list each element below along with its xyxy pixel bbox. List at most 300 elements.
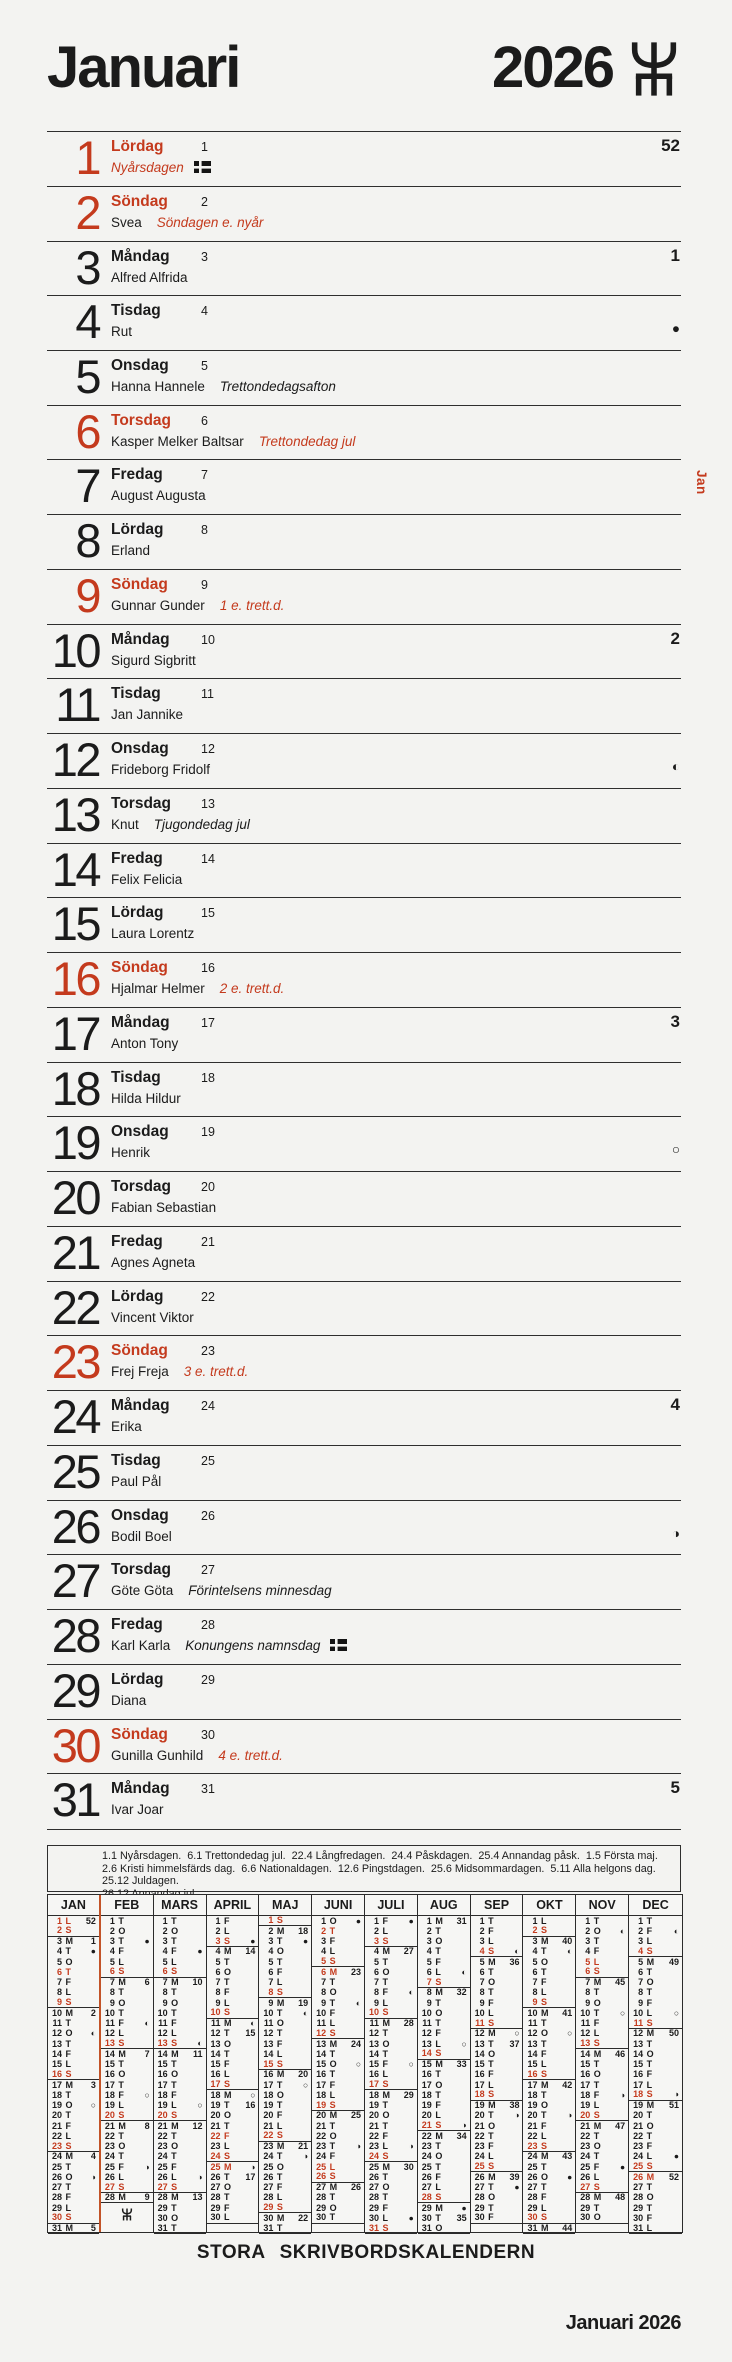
mini-day (523, 2101, 575, 2111)
holiday-note: Söndagen e. nyår (156, 214, 264, 230)
mini-day (365, 1937, 417, 1947)
mini-day-letter: F (65, 1977, 71, 1988)
mini-day-letter: S (65, 1997, 72, 2008)
date-small: 8 (201, 523, 208, 538)
mini-day (365, 2111, 417, 2121)
mini-day-number: 29 (316, 2202, 327, 2213)
mini-day-number: 3 (109, 1936, 115, 1947)
mini-day (259, 2172, 311, 2182)
mini-day (207, 2183, 259, 2193)
mini-week-number: 37 (509, 2038, 520, 2049)
mini-day (312, 1978, 364, 1988)
mini-day-number: 4 (109, 1946, 115, 1957)
mini-day-letter: M (540, 2079, 549, 2090)
mini-day-number: 25 (316, 2161, 327, 2172)
mini-day-number: 1 (109, 1915, 115, 1926)
day-number: 17 (51, 1006, 99, 1060)
mini-day-letter: L (65, 2202, 71, 2213)
mini-day-letter: M (276, 2141, 285, 2152)
mini-day (365, 2080, 417, 2090)
mini-day (259, 2162, 311, 2172)
mini-day-letter: M (224, 2089, 232, 2100)
mini-day-number: 23 (157, 2141, 168, 2152)
mini-day-number: 29 (368, 2202, 379, 2213)
name-day-line: Fabian Sebastian (111, 1200, 217, 1216)
mini-day (48, 1947, 99, 1957)
mini-day-number: 15 (633, 2059, 644, 2070)
swedish-flag-icon (194, 161, 211, 173)
mini-day (471, 2183, 523, 2193)
mini-day (576, 2008, 628, 2018)
mini-day (101, 2008, 153, 2018)
mini-day-number: 10 (633, 2007, 644, 2018)
mini-day-letter: T (65, 1946, 71, 1957)
mini-day (365, 2162, 417, 2172)
mini-day-number: 25 (104, 2161, 115, 2172)
mini-day (471, 2121, 523, 2131)
mini-day-letter: L (65, 2130, 71, 2141)
mini-day-letter: L (171, 1956, 177, 1967)
mini-day-letter: O (593, 2212, 601, 2223)
mini-day-number: 26 (421, 2171, 432, 2182)
mini-day (101, 1978, 153, 1988)
mini-day-number: 17 (104, 2079, 115, 2090)
mini-week-number: 46 (615, 2048, 626, 2059)
mini-day-number: 24 (580, 2151, 591, 2162)
mini-moon-icon: ◐ (619, 1925, 626, 1936)
mini-day-number: 13 (368, 2038, 379, 2049)
mini-day-letter: O (329, 2059, 337, 2070)
mini-day-letter: M (329, 2110, 338, 2121)
mini-day (418, 2131, 470, 2141)
mini-day-letter: O (276, 2161, 284, 2172)
mini-week-number: 52 (85, 1915, 96, 1926)
mini-day-number: 8 (638, 1987, 644, 1998)
mini-day-letter: S (118, 1966, 125, 1977)
mini-day (523, 2090, 575, 2100)
mini-day-number: 2 (532, 1925, 538, 1936)
mini-day (154, 1988, 206, 1998)
mini-day-letter: S (65, 2140, 72, 2151)
mini-day-number: 4 (56, 1946, 62, 1957)
mini-day-number: 12 (104, 2028, 115, 2039)
mini-day-letter: O (593, 1997, 601, 2008)
mini-day (418, 1937, 470, 1947)
mini-day-letter: T (171, 2151, 177, 2162)
mini-day-letter: O (118, 2141, 126, 2152)
mini-day-number: 2 (585, 1925, 591, 1936)
mini-day-letter: F (435, 2171, 441, 2182)
mini-day (312, 2060, 364, 2070)
mini-day-number: 24 (527, 2151, 538, 2162)
mini-day-number: 10 (51, 2007, 62, 2018)
holiday-note: Trettondedagsafton (219, 379, 336, 394)
mini-day (418, 2121, 470, 2131)
mini-day (154, 2193, 206, 2203)
mini-day (418, 1978, 470, 1988)
day-number: 21 (51, 1225, 99, 1279)
mini-day-letter: M (646, 2171, 655, 2182)
mini-day-letter: T (329, 2141, 336, 2152)
mini-day-letter: T (593, 2007, 600, 2018)
mini-day (365, 1978, 417, 1988)
mini-day-letter: S (329, 2171, 336, 2182)
mini-day-number: 28 (580, 2192, 591, 2203)
mini-day-number: 2 (162, 1925, 168, 1936)
mini-day-number: 14 (157, 2048, 168, 2059)
weekday-label: Lördag (111, 1287, 164, 1305)
mini-week-number: 25 (350, 2110, 361, 2121)
mini-day-letter: T (382, 1977, 388, 1988)
mini-day (523, 2039, 575, 2049)
mini-day (48, 2224, 99, 2234)
mini-day-letter: M (65, 2079, 73, 2090)
mini-day-letter: F (276, 1966, 283, 1977)
mini-day (259, 1926, 311, 1936)
mini-day-letter: F (488, 2141, 494, 2152)
mini-day-letter: T (593, 1987, 600, 1998)
mini-day-number: 20 (104, 2109, 115, 2120)
mini-day (365, 2131, 417, 2141)
mini-day-number: 26 (51, 2171, 62, 2182)
day-number: 5 (75, 350, 99, 403)
mini-day (365, 2183, 417, 2193)
mini-day (576, 2090, 628, 2100)
mini-day-number: 8 (56, 1987, 62, 1998)
mini-day-letter: L (276, 1977, 283, 1988)
mini-day-number: 2 (109, 1925, 115, 1936)
mini-day-letter: T (224, 1956, 230, 1967)
mini-day-letter: M (435, 2202, 443, 2213)
mini-week-number: 14 (245, 1946, 256, 1957)
mini-day-number: 26 (263, 2171, 274, 2182)
mini-day-number: 26 (527, 2171, 538, 2182)
mini-day (523, 1988, 575, 1998)
mini-day-letter: F (329, 2151, 336, 2162)
mini-day-number: 28 (474, 2192, 485, 2203)
name-day-line: Hanna Hannele Trettondedagsafton (111, 379, 336, 394)
mini-day-letter: T (435, 2069, 441, 2080)
mini-day-number: 17 (580, 2079, 591, 2090)
mini-day-letter: T (593, 2202, 600, 2213)
mini-week-number: 20 (298, 2069, 309, 2080)
mini-day-letter: T (329, 2212, 336, 2223)
mini-day-letter: M (118, 1977, 126, 1988)
mini-day-number: 4 (426, 1946, 432, 1957)
mini-day (259, 2142, 311, 2152)
mini-day-letter: L (329, 2018, 336, 2029)
mini-day-number: 12 (51, 2028, 62, 2039)
mini-day-number: 27 (104, 2181, 115, 2192)
name-day-line: Diana (111, 1692, 147, 1708)
mini-day-number: 29 (263, 2202, 274, 2213)
mini-day (154, 2224, 206, 2234)
mini-day-letter: O (540, 1956, 548, 1967)
mini-day (629, 2029, 682, 2039)
day-row (47, 405, 681, 461)
mini-day-letter: O (593, 1925, 601, 1936)
mini-day-letter: T (329, 2048, 336, 2059)
mini-day-letter: M (224, 2161, 232, 2172)
day-row (47, 952, 681, 1008)
mini-day-number: 24 (157, 2151, 168, 2162)
mini-month-maj (259, 1895, 312, 2232)
name-day-line: Rut (111, 324, 133, 340)
mini-day-number: 22 (157, 2130, 168, 2141)
mini-day-number: 21 (633, 2120, 644, 2131)
day-row (47, 1281, 681, 1337)
mini-day-letter: T (171, 2222, 177, 2233)
mini-day-letter: L (224, 1997, 230, 2008)
mini-day-number: 19 (51, 2100, 62, 2111)
mini-day (576, 2121, 628, 2131)
mini-day-letter: O (435, 2079, 443, 2090)
mini-day-number: 16 (316, 2069, 327, 2080)
day-number: 12 (51, 733, 99, 787)
mini-day-letter: T (488, 1987, 494, 1998)
mini-day-letter: F (382, 2059, 388, 2070)
mini-day-number: 30 (316, 2212, 327, 2223)
mini-day-letter: T (224, 2028, 230, 2039)
mini-day-letter: T (488, 2182, 494, 2193)
date-small: 12 (201, 742, 215, 757)
mini-day-letter: L (118, 2171, 124, 2182)
mini-day-number: 31 (421, 2222, 432, 2233)
mini-day (101, 2019, 153, 2029)
mini-moon-icon: ◑ (303, 2151, 309, 2162)
day-row (47, 1007, 681, 1063)
mini-day-number: 5 (215, 1956, 221, 1967)
mini-moon-icon: ○ (197, 2100, 203, 2111)
mini-day-number: 6 (215, 1966, 221, 1977)
mini-day (207, 2029, 259, 2039)
mini-day-letter: M (540, 2222, 549, 2233)
name-day-line: Laura Lorentz (111, 926, 195, 942)
weekday-label: Torsdag (111, 1178, 171, 1196)
mini-day-number: 3 (268, 1936, 274, 1947)
calendar-header (47, 36, 681, 128)
date-small: 4 (201, 304, 208, 319)
mini-day-letter: O (329, 2130, 337, 2141)
mini-day (523, 1916, 575, 1926)
mini-day (523, 1998, 575, 2008)
mini-day-number: 12 (157, 2028, 168, 2039)
mini-day-number: 9 (56, 1997, 62, 2008)
mini-day (418, 2101, 470, 2111)
mini-day-letter: S (65, 2212, 72, 2223)
mini-day-letter: L (276, 2048, 283, 2059)
mini-day (471, 2172, 523, 2182)
mini-week-number: 11 (192, 2048, 203, 2059)
day-row (47, 1335, 681, 1391)
mini-day-letter: F (382, 2202, 388, 2213)
mini-day-letter: L (488, 2007, 494, 2018)
mini-day-number: 17 (51, 2079, 62, 2090)
mini-day-number: 28 (368, 2192, 379, 2203)
mini-week-number: 48 (615, 2192, 626, 2203)
mini-day (629, 2060, 682, 2070)
mini-day-number: 10 (527, 2007, 538, 2018)
mini-week-number: 32 (456, 1987, 467, 1998)
mini-day-letter: S (329, 2027, 336, 2038)
mini-day-number: 18 (316, 2089, 327, 2100)
mini-day (207, 2049, 259, 2059)
mini-day (48, 2049, 99, 2059)
mini-day (576, 1988, 628, 1998)
mini-day-number: 19 (263, 2100, 274, 2111)
holiday-legend-box (47, 1845, 681, 1892)
mini-day (312, 2029, 364, 2039)
mini-day (576, 2172, 628, 2182)
mini-day (207, 2152, 259, 2162)
mini-day (48, 2090, 99, 2100)
mini-day-number: 3 (585, 1936, 591, 1947)
weekday-label: Tisdag (111, 302, 161, 320)
mini-day-number: 21 (210, 2120, 221, 2131)
year-overview-table (47, 1894, 683, 2233)
mini-day-number: 10 (368, 2007, 379, 2018)
mini-day (576, 2213, 628, 2223)
date-small: 11 (201, 687, 214, 702)
mini-day (154, 1978, 206, 1988)
mini-day (207, 2193, 259, 2203)
mini-day-number: 24 (421, 2151, 432, 2162)
mini-day (48, 2121, 99, 2131)
mini-day-letter: S (540, 1925, 547, 1936)
mini-day-number: 30 (368, 2212, 379, 2223)
mini-day-number: 5 (268, 1956, 274, 1967)
mini-day-letter: M (329, 1966, 338, 1977)
mini-day (418, 1957, 470, 1967)
day-number: 2 (75, 185, 99, 239)
mini-day-number: 8 (268, 1986, 274, 1997)
mini-day (418, 2142, 470, 2152)
mini-month-okt (523, 1895, 576, 2232)
holiday-note: 3 e. trett.d. (183, 1364, 249, 1380)
mini-moon-icon: ◐ (673, 1925, 679, 1936)
mini-day (365, 2039, 417, 2049)
mini-day-letter: L (171, 2028, 177, 2039)
mini-day-letter: M (646, 2100, 655, 2111)
mini-day-number: 9 (373, 1997, 379, 2008)
mini-day-number: 14 (474, 2048, 485, 2059)
mini-day-letter: F (65, 2192, 71, 2203)
day-number: 13 (51, 787, 99, 841)
mini-week-number: 33 (456, 2059, 467, 2070)
mini-day-letter: S (65, 2068, 72, 2079)
mini-day-number: 18 (421, 2089, 432, 2100)
month-edge-tab: Jan (694, 470, 709, 495)
mini-day-letter: O (171, 1925, 179, 1936)
mini-day (207, 1967, 259, 1977)
mini-day-number: 19 (580, 2100, 591, 2111)
mini-day (523, 1926, 575, 1936)
mini-day (523, 1937, 575, 1947)
date-small: 30 (201, 1727, 215, 1742)
weekday-label: Tisdag (111, 685, 161, 703)
weekday-label: Onsdag (111, 357, 169, 374)
mini-day (576, 2039, 628, 2049)
mini-month-header: DEC (629, 1895, 682, 1916)
mini-day-letter: T (435, 1946, 441, 1957)
mini-day-number: 7 (585, 1977, 591, 1988)
mini-day-number: 26 (368, 2171, 379, 2182)
mini-day-number: 10 (263, 2007, 274, 2018)
mini-day-letter: T (646, 2202, 653, 2213)
mini-day-letter: T (65, 2182, 71, 2193)
mini-day-letter: F (171, 2161, 177, 2172)
mini-day-number: 28 (263, 2192, 274, 2203)
publisher-rune-icon-small (101, 2208, 153, 2226)
mini-day-number: 22 (210, 2130, 221, 2141)
mini-day-number: 24 (368, 2150, 379, 2161)
mini-day-number: 22 (51, 2130, 62, 2141)
mini-moon-icon: ◑ (514, 2110, 520, 2121)
mini-day (471, 1988, 523, 1998)
mini-day-letter: F (382, 1987, 388, 1998)
mini-day (523, 2049, 575, 2059)
mini-moon-icon: ● (514, 2182, 520, 2193)
issue-label: Januari 2026 (565, 2312, 681, 2334)
mini-day-number: 9 (532, 1997, 538, 2008)
mini-day-number: 23 (421, 2141, 432, 2152)
mini-day-number: 21 (474, 2120, 485, 2131)
mini-day-number: 27 (210, 2182, 221, 2193)
date-small: 27 (201, 1563, 215, 1578)
mini-day-number: 28 (527, 2192, 538, 2203)
mini-day-letter: T (276, 1956, 283, 1967)
mini-day-letter: L (118, 2100, 124, 2111)
mini-day-number: 22 (527, 2130, 538, 2141)
mini-day (365, 2213, 417, 2223)
mini-day (207, 2121, 259, 2131)
mini-day-number: 20 (368, 2110, 379, 2121)
day-number: 31 (51, 1773, 99, 1827)
date-small: 25 (201, 1453, 215, 1468)
mini-day (471, 2193, 523, 2203)
mini-day-letter: L (382, 1997, 388, 2008)
mini-day (48, 2172, 99, 2182)
mini-day (312, 2101, 364, 2111)
mini-day-letter: S (382, 1935, 389, 1946)
mini-day-number: 4 (585, 1946, 591, 1957)
mini-day (101, 2080, 153, 2090)
mini-day-letter: F (593, 2018, 600, 2029)
mini-moon-icon: ● (90, 1946, 96, 1957)
mini-day-number: 24 (210, 2150, 221, 2161)
mini-moon-icon: ◐ (461, 1966, 467, 1977)
mini-day-letter: T (276, 2151, 283, 2162)
mini-week-number: 38 (509, 2100, 520, 2111)
mini-day-number: 19 (421, 2100, 432, 2111)
mini-day-letter: L (488, 2079, 494, 2090)
mini-day-number: 6 (321, 1966, 327, 1977)
mini-day-number: 1 (162, 1915, 168, 1926)
mini-week-number: 18 (298, 1925, 309, 1936)
mini-moon-icon: ○ (567, 2028, 573, 2039)
mini-day-letter: O (118, 1997, 126, 2008)
day-row (47, 733, 681, 789)
mini-day-number: 1 (268, 1915, 274, 1926)
mini-day-letter: S (646, 2017, 653, 2028)
mini-moon-icon: ● (567, 2171, 573, 2182)
mini-day (154, 2203, 206, 2213)
mini-month-feb (101, 1895, 154, 2232)
mini-day-number: 14 (263, 2048, 274, 2059)
mini-day-letter: L (593, 2028, 600, 2039)
legend-line: 1.1 Nyårsdagen. 6.1 Trettondedag jul. 22.4 Långfredagen. 24.4 Påskdagen. 25.4 Annandag påsk. 1.5 Första maj. (102, 1850, 658, 1862)
date-small: 9 (201, 577, 208, 592)
